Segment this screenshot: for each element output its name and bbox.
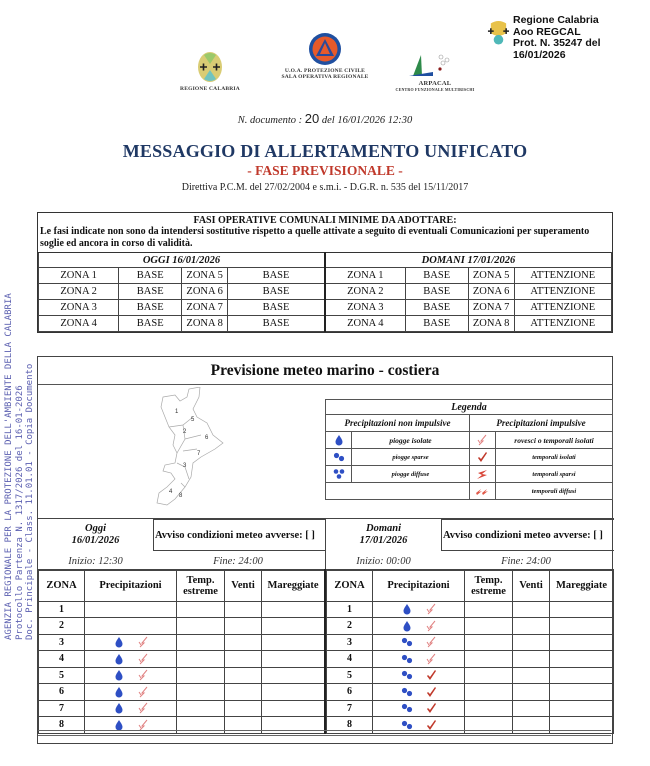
fasi-operative-table: [37, 212, 613, 333]
tomorrow-avviso: Avviso condizioni meteo avverse: [ ]: [441, 519, 614, 551]
rain-drops-double-icon: [400, 636, 414, 648]
rain-drops-double-icon: [332, 451, 346, 463]
fasi-note: Le fasi indicate non sono da intendersi sostitutive rispetto a quelle attivate a seguito di eventuali Comunicazioni per superamento soglie ed ancora in corso di validità.: [40, 226, 590, 249]
rain-drops-double-icon: [400, 686, 414, 698]
col-zona: ZONA: [327, 570, 373, 601]
protezione-civile-logo-icon: [308, 32, 342, 66]
legend: [325, 399, 613, 500]
rain-drop-single-icon: [112, 636, 126, 648]
col-temp-estreme: Temp. estreme: [465, 570, 513, 601]
precip-cell: [373, 700, 465, 717]
col-venti: Venti: [513, 570, 550, 601]
zone-label: ZONA 1: [325, 268, 405, 284]
docno-suffix: del 16/01/2026 12:30: [321, 115, 413, 126]
zone-number: 4: [327, 651, 373, 668]
lightning-outline-icon: [424, 636, 438, 648]
zone-number: 3: [327, 634, 373, 651]
col-temp-estreme: Temp. estreme: [177, 570, 225, 601]
col-venti: Venti: [225, 570, 262, 601]
zone-phase: BASE: [405, 284, 468, 300]
zone-phase: BASE: [119, 300, 182, 316]
tomorrow-day-label: Domani: [365, 523, 401, 534]
zone-label: ZONA 4: [39, 316, 119, 332]
docno-prefix: N. documento :: [237, 115, 303, 126]
lightning-outline-icon: [136, 719, 150, 731]
col-mareggiate: Mareggiate: [550, 570, 614, 601]
forecast-title: Previsione meteo marino - costiera: [38, 357, 612, 385]
logo-arpacal-line1: ARPACAL: [418, 80, 452, 87]
precip-cell: [85, 601, 177, 618]
logo-protezione-line1: U.O.A. PROTEZIONE CIVILE: [284, 68, 366, 74]
zone-number: 2: [39, 618, 85, 635]
zone-phase: BASE: [119, 316, 182, 332]
legend-label: temporali isolati: [495, 449, 612, 466]
today-day-label: Oggi: [85, 523, 106, 534]
lightning-outline-icon: [424, 653, 438, 665]
zone-number: 4: [39, 651, 85, 668]
zone-number: 8: [39, 717, 85, 734]
tomorrow-date-value: 17/01/2026: [359, 535, 408, 546]
zone-label: ZONA 5: [468, 268, 514, 284]
zone-label: ZONA 5: [182, 268, 228, 284]
rain-drops-double-icon: [400, 702, 414, 714]
zone-phase: BASE: [228, 284, 325, 300]
zone-label: ZONA 8: [468, 316, 514, 332]
zone-label: ZONA 2: [39, 284, 119, 300]
zone-number: 1: [39, 601, 85, 618]
today-start: Inizio: 12:30: [68, 556, 123, 567]
logo-arpacal: [395, 52, 475, 92]
today-date: [38, 523, 153, 547]
directive-reference: Direttiva P.C.M. del 27/02/2004 e s.m.i. - D.G.R. n. 535 del 15/11/2017: [181, 182, 469, 193]
zone-label: ZONA 3: [325, 300, 405, 316]
zone-label: ZONA 2: [325, 284, 405, 300]
table-row: [39, 667, 326, 684]
zone-phase: BASE: [405, 316, 468, 332]
legend-title: Legenda: [326, 400, 613, 415]
zone-label: ZONA 4: [325, 316, 405, 332]
table-row: [39, 700, 326, 717]
map-zone-3: 3: [183, 463, 187, 469]
fasi-row: [39, 268, 612, 284]
legend-label: temporali sparsi: [495, 466, 612, 483]
side-line-2: Protocollo Partenza N. 1317/2026 del 16-01-2026: [14, 385, 25, 640]
side-line-3: Doc. Principale - Class. 11.01.01 - Copia Documento: [25, 363, 35, 640]
tomorrow-date: [326, 523, 441, 547]
map-zone-8: 8: [179, 493, 183, 499]
today-end: Fine: 24:00: [213, 556, 263, 567]
table-row: [39, 601, 326, 618]
arpacal-logo-icon: [405, 52, 465, 78]
legend-label: piogge isolate: [352, 432, 470, 449]
precip-cell: [85, 651, 177, 668]
table-row: [327, 700, 614, 717]
precip-cell: [373, 684, 465, 701]
lightning-double-icon: [475, 468, 489, 480]
rain-drop-single-icon: [400, 620, 414, 632]
zone-label: ZONA 1: [39, 268, 119, 284]
rain-drops-double-icon: [400, 669, 414, 681]
rain-drop-single-icon: [112, 669, 126, 681]
zone-phase: BASE: [119, 268, 182, 284]
zone-phase: ATTENZIONE: [514, 284, 611, 300]
today-avviso: Avviso condizioni meteo avverse: [ ]: [153, 519, 326, 551]
protocol-stamp: [487, 15, 650, 61]
stamp-line-1: Regione Calabria: [512, 14, 599, 26]
zone-phase: BASE: [405, 268, 468, 284]
tomorrow-start: Inizio: 00:00: [356, 556, 411, 567]
precip-cell: [85, 618, 177, 635]
rain-drop-single-icon: [112, 653, 126, 665]
legend-impulsive-header: Precipitazioni impulsive: [469, 415, 612, 432]
precip-cell: [373, 601, 465, 618]
zone-number: 1: [327, 601, 373, 618]
stamp-line-2: Aoo REGCAL: [512, 25, 581, 38]
legend-label: temporali diffusi: [495, 483, 612, 500]
precip-cell: [373, 651, 465, 668]
rain-drops-double-icon: [400, 719, 414, 731]
precip-cell: [85, 684, 177, 701]
logo-protezione-civile: [275, 32, 375, 80]
document-number: [0, 111, 650, 126]
lightning-solid-icon: [424, 702, 438, 714]
zone-label: ZONA 3: [39, 300, 119, 316]
zone-phase: BASE: [228, 316, 325, 332]
fasi-heading: FASI OPERATIVE COMUNALI MINIME DA ADOTTARE:: [193, 215, 457, 226]
col-mareggiate: Mareggiate: [262, 570, 326, 601]
fasi-row: [39, 316, 612, 332]
fasi-row: [39, 300, 612, 316]
calabria-zone-map: [145, 387, 235, 507]
tomorrow-zone-table: [326, 569, 614, 734]
table-row: [327, 651, 614, 668]
lightning-solid-icon: [424, 669, 438, 681]
zone-phase: ATTENZIONE: [514, 300, 611, 316]
rain-drop-single-icon: [332, 434, 346, 446]
col-precipitazioni: Precipitazioni: [85, 570, 177, 601]
zone-number: 5: [327, 667, 373, 684]
today-zone-table: [38, 569, 326, 734]
zone-phase: ATTENZIONE: [514, 268, 611, 284]
map-zone-5: 5: [191, 417, 195, 423]
page-title: MESSAGGIO DI ALLERTAMENTO UNIFICATO: [122, 141, 528, 161]
rain-drop-single-icon: [112, 719, 126, 731]
zone-number: 2: [327, 618, 373, 635]
map-zone-1: 1: [175, 409, 179, 415]
legend-label: rovesci o temporali isolati: [495, 432, 612, 449]
precip-cell: [373, 618, 465, 635]
zone-number: 7: [327, 700, 373, 717]
zone-phase: BASE: [119, 284, 182, 300]
lightning-solid-icon: [475, 451, 489, 463]
map-zone-7: 7: [197, 451, 201, 457]
zone-number: 7: [39, 700, 85, 717]
zone-label: ZONA 6: [182, 284, 228, 300]
table-row: [39, 684, 326, 701]
zone-phase: BASE: [405, 300, 468, 316]
zone-label: ZONA 6: [468, 284, 514, 300]
rain-drop-single-icon: [112, 702, 126, 714]
col-zona: ZONA: [39, 570, 85, 601]
stamp-line-3: Prot. N. 35247 del 16/01/2026: [512, 37, 601, 61]
precip-cell: [85, 700, 177, 717]
zone-label: ZONA 7: [182, 300, 228, 316]
legend-label: piogge diffuse: [352, 466, 470, 483]
logo-protezione-line2: SALA OPERATIVA REGIONALE: [281, 74, 369, 80]
table-row: [327, 618, 614, 635]
lightning-outline-icon: [136, 669, 150, 681]
lightning-outline-icon: [136, 653, 150, 665]
map-zone-4: 4: [169, 489, 173, 495]
table-row: [39, 634, 326, 651]
forecast-panel: [37, 356, 613, 744]
docno-value: 20: [304, 111, 320, 126]
side-line-1: AGENZIA REGIONALE PER LA PROTEZIONE DELL'AMBIENTE DELLA CALABRIA: [4, 293, 14, 640]
fasi-today-label: OGGI 16/01/2026: [39, 253, 325, 268]
lightning-solid-icon: [424, 719, 438, 731]
logo-arpacal-line2: CENTRO FUNZIONALE MULTIRISCHI: [395, 87, 475, 92]
table-row: [327, 634, 614, 651]
lightning-outline-icon: [424, 603, 438, 615]
table-row: [327, 667, 614, 684]
zone-phase: ATTENZIONE: [514, 316, 611, 332]
tomorrow-end: Fine: 24:00: [501, 556, 551, 567]
map-zone-2: 2: [183, 429, 187, 435]
table-row: [39, 651, 326, 668]
zone-label: ZONA 7: [468, 300, 514, 316]
legend-non-impulsive-header: Precipitazioni non impulsive: [326, 415, 470, 432]
logo-regione-label: REGIONE CALABRIA: [180, 86, 240, 92]
rain-drop-single-icon: [400, 603, 414, 615]
today-date-value: 16/01/2026: [71, 535, 120, 546]
precip-cell: [373, 667, 465, 684]
precip-cell: [85, 634, 177, 651]
zone-number: 5: [39, 667, 85, 684]
zone-label: ZONA 8: [182, 316, 228, 332]
lightning-outline-icon: [475, 434, 489, 446]
rain-drop-single-icon: [112, 686, 126, 698]
header-logos: [125, 32, 500, 96]
protocol-side-text: [4, 260, 36, 640]
lightning-outline-icon: [424, 620, 438, 632]
fasi-row: [39, 284, 612, 300]
page-subtitle: - FASE PREVISIONALE -: [247, 163, 403, 178]
tomorrow-header: [326, 518, 614, 570]
precip-cell: [85, 667, 177, 684]
lightning-outline-icon: [136, 686, 150, 698]
zone-number: 6: [39, 684, 85, 701]
zone-phase: BASE: [228, 300, 325, 316]
legend-label: piogge sparse: [352, 449, 470, 466]
col-precipitazioni: Precipitazioni: [373, 570, 465, 601]
map-zone-6: 6: [205, 435, 209, 441]
lightning-outline-icon: [136, 636, 150, 648]
table-row: [39, 618, 326, 635]
regione-calabria-logo-icon: [195, 50, 225, 84]
zone-number: 3: [39, 634, 85, 651]
zone-phase: BASE: [228, 268, 325, 284]
zone-number: 6: [327, 684, 373, 701]
panel-bottom-rule: [38, 730, 611, 736]
precip-cell: [373, 634, 465, 651]
lightning-outline-icon: [136, 702, 150, 714]
rain-drops-triple-icon: [332, 468, 346, 480]
table-row: [327, 601, 614, 618]
today-header: [38, 518, 326, 570]
fasi-tomorrow-label: DOMANI 17/01/2026: [325, 253, 612, 268]
logo-regione-calabria: [180, 50, 240, 92]
rain-drops-double-icon: [400, 653, 414, 665]
lightning-multiple-icon: [475, 485, 489, 497]
table-row: [327, 684, 614, 701]
zone-number: 8: [327, 717, 373, 734]
lightning-solid-icon: [424, 686, 438, 698]
